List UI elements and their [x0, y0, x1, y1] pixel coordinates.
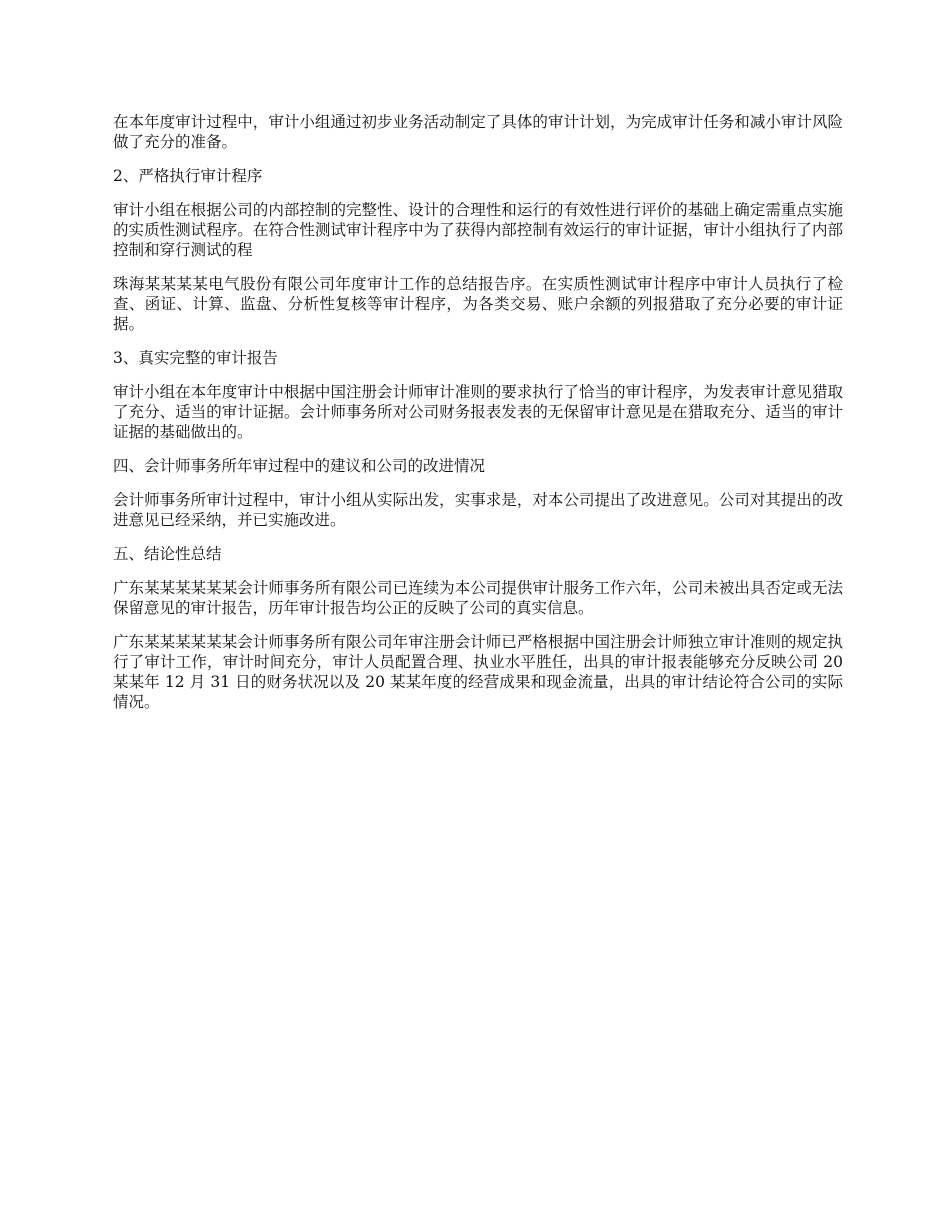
paragraph-audit-opinion: 审计小组在本年度审计中根据中国注册会计师审计准则的要求执行了恰当的审计程序，为发表审计意见猎取了充分、适当的审计证据。会计师事务所对公司财务报表发表的无保留审计意见是在猎取充分、适当的审计证据的基础做出的。	[113, 383, 843, 441]
document-page	[113, 112, 843, 726]
heading-conclusion: 五、结论性总结	[113, 545, 222, 563]
heading-audit-report: 3、真实完整的审计报告	[113, 349, 278, 367]
paragraph-substantive-testing: 珠海某某某某电气股份有限公司年度审计工作的总结报告序。在实质性测试审计程序中审计人员执行了检查、函证、计算、监盘、分析性复核等审计程序，为各类交易、账户余额的列报猎取了充分必要的审计证据。	[113, 275, 843, 333]
paragraph-internal-control: 审计小组在根据公司的内部控制的完整性、设计的合理性和运行的有效性进行评价的基础上确定需重点实施的实质性测试程序。在符合性测试审计程序中为了获得内部控制有效运行的审计证据，审计小组执行了内部控制和穿行测试的程	[113, 201, 843, 259]
paragraph-audit-plan: 在本年度审计过程中，审计小组通过初步业务活动制定了具体的审计计划，为完成审计任务和减小审计风险做了充分的准备。	[113, 113, 843, 151]
paragraph-service-history: 广东某某某某某某会计师事务所有限公司已连续为本公司提供审计服务工作六年，公司未被出具否定或无法保留意见的审计报告，历年审计报告均公正的反映了公司的真实信息。	[113, 579, 843, 617]
heading-strict-procedures: 2、严格执行审计程序	[113, 167, 263, 185]
paragraph-final-assessment: 广东某某某某某某会计师事务所有限公司年审注册会计师已严格根据中国注册会计师独立审计准则的规定执行了审计工作，审计时间充分，审计人员配置合理、执业水平胜任，出具的审计报表能够充分反映公司 20 某某年 12 月 31 日的财务状况以及 20 某某年度的经营成果和现金流量，出具的审计结论符合公司的实际情况。	[113, 633, 843, 711]
heading-suggestions: 四、会计师事务所年审过程中的建议和公司的改进情况	[113, 457, 486, 475]
paragraph-improvements: 会计师事务所审计过程中，审计小组从实际出发，实事求是，对本公司提出了改进意见。公司对其提出的改进意见已经采纳，并已实施改进。	[113, 491, 843, 529]
